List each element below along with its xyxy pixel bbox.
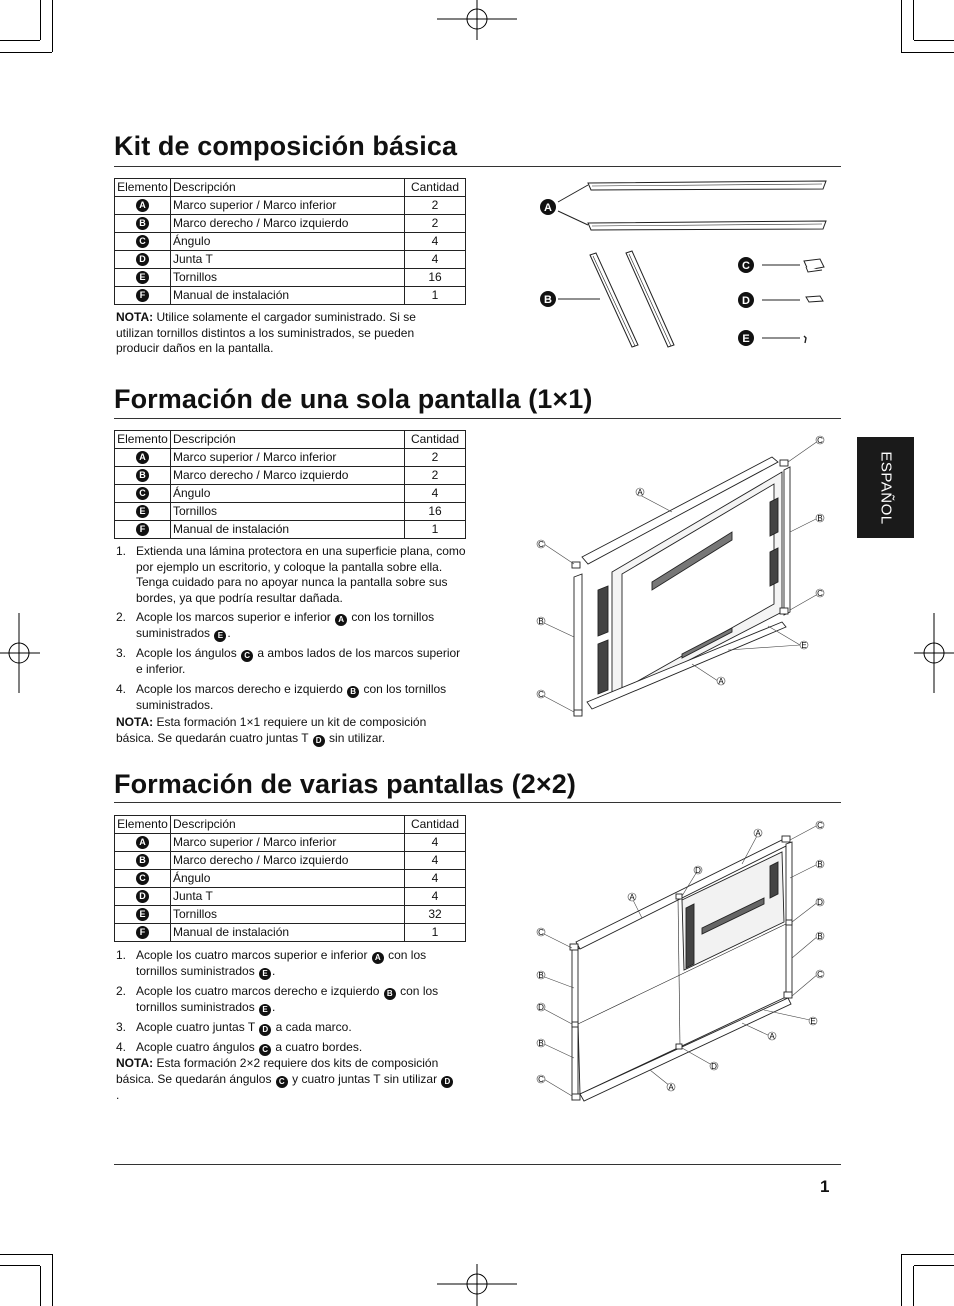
- element-badge: A: [136, 451, 149, 464]
- quantity-cell: 4: [405, 233, 466, 251]
- quantity-cell: 2: [405, 215, 466, 233]
- step-number: 2.: [116, 984, 127, 998]
- note-label: NOTA:: [116, 1056, 154, 1070]
- header-quantity: Cantidad: [405, 431, 466, 449]
- text-run: Acople los marcos superior e inferior: [136, 610, 335, 624]
- step-number: 1.: [116, 948, 127, 962]
- description-cell: Ángulo: [171, 870, 405, 888]
- quantity-cell: 4: [405, 870, 466, 888]
- header-element: Elemento: [115, 431, 171, 449]
- steps-1x1: [116, 544, 466, 717]
- description-cell: Junta T: [171, 251, 405, 269]
- table-row: [115, 251, 466, 269]
- table-row: [115, 215, 466, 233]
- description-cell: Manual de instalación: [171, 287, 405, 305]
- text-run: Esta formación 2×2 requiere dos kits de composición básica. Se quedarán ángulos: [116, 1056, 439, 1086]
- text-run: con los tornillos suministrados.: [136, 681, 447, 712]
- quantity-cell: 1: [405, 924, 466, 942]
- description-cell: Marco derecho / Marco izquierdo: [171, 467, 405, 485]
- page-number: 1: [820, 1177, 830, 1196]
- step-item: [116, 1020, 466, 1036]
- parts-table-kit: [114, 178, 466, 305]
- section-title-1x1: Formación de una sola pantalla (1×1): [114, 384, 593, 414]
- quantity-cell: 16: [405, 503, 466, 521]
- inline-badge: A: [372, 952, 384, 964]
- element-badge: C: [136, 235, 149, 248]
- step-item: [116, 610, 466, 642]
- fig-label: B: [817, 932, 823, 941]
- section-rule: [114, 166, 841, 167]
- fig-label: B: [817, 514, 823, 523]
- element-cell: [115, 197, 171, 215]
- header-description: Descripción: [171, 179, 405, 197]
- text-run: .: [272, 1000, 276, 1014]
- header-quantity: Cantidad: [405, 179, 466, 197]
- step-number: 4.: [116, 681, 127, 696]
- inline-badge: D: [259, 1024, 271, 1036]
- inline-badge: B: [384, 988, 396, 1000]
- steps-2x2: [116, 948, 466, 1060]
- element-cell: [115, 834, 171, 852]
- header-description: Descripción: [171, 431, 405, 449]
- element-cell: [115, 467, 171, 485]
- step-item: [116, 948, 466, 980]
- element-badge: F: [136, 523, 149, 536]
- fig-label: C: [538, 540, 544, 549]
- inline-badge: B: [347, 686, 359, 698]
- fig-label: E: [810, 1017, 816, 1026]
- fig-label: B: [538, 1039, 544, 1048]
- video-wall-figure: [532, 818, 832, 1108]
- step-number: 3.: [116, 646, 127, 660]
- section-rule: [114, 418, 841, 419]
- table-row: [115, 485, 466, 503]
- text-run: con los tornillos suministrados: [136, 610, 435, 640]
- element-cell: [115, 233, 171, 251]
- fig-label: D: [711, 1062, 717, 1071]
- element-badge: B: [136, 217, 149, 230]
- fig-label: E: [801, 641, 807, 650]
- table-row: [115, 924, 466, 942]
- element-cell: [115, 852, 171, 870]
- table-header-row: [115, 179, 466, 197]
- fig-label: C: [538, 1075, 544, 1084]
- table-row: [115, 852, 466, 870]
- quantity-cell: 4: [405, 834, 466, 852]
- element-badge: E: [136, 908, 149, 921]
- fig-label-c: C: [742, 260, 750, 272]
- quantity-cell: 4: [405, 852, 466, 870]
- table-row: [115, 269, 466, 287]
- inline-badge: A: [335, 614, 347, 626]
- description-cell: Marco superior / Marco inferior: [171, 834, 405, 852]
- text-run: sin utilizar.: [325, 730, 386, 745]
- element-cell: [115, 485, 171, 503]
- note-text: Utilice solamente el cargador suministrado. Si se utilizan tornillos distintos a los suministrados, se pueden producir daños en la pantalla.: [116, 310, 416, 355]
- fig-label: A: [668, 1083, 674, 1092]
- header-element: Elemento: [115, 179, 171, 197]
- quantity-cell: 1: [405, 521, 466, 539]
- element-cell: [115, 924, 171, 942]
- table-row: [115, 888, 466, 906]
- text-run: con los tornillos suministrados: [136, 948, 427, 978]
- fig-label: C: [538, 690, 544, 699]
- text-run: y cuatro juntas T sin utilizar: [288, 1071, 441, 1086]
- header-element: Elemento: [115, 816, 171, 834]
- header-quantity: Cantidad: [405, 816, 466, 834]
- fig-label-b: B: [544, 294, 552, 306]
- quantity-cell: 4: [405, 251, 466, 269]
- footer-rule: [114, 1164, 841, 1165]
- quantity-cell: 16: [405, 269, 466, 287]
- note-label: NOTA:: [116, 715, 154, 729]
- step-item: [116, 646, 466, 678]
- fig-label: C: [817, 436, 823, 445]
- header-description: Descripción: [171, 816, 405, 834]
- table-row: [115, 233, 466, 251]
- note-1x1: [116, 715, 456, 747]
- table-header-row: [115, 816, 466, 834]
- step-number: 1.: [116, 544, 127, 558]
- description-cell: Tornillos: [171, 269, 405, 287]
- element-badge: D: [136, 890, 149, 903]
- step-item: [116, 544, 466, 606]
- section-title-2x2: Formación de varias pantallas (2×2): [114, 769, 576, 799]
- table-row: [115, 197, 466, 215]
- table-row: [115, 287, 466, 305]
- quantity-cell: 2: [405, 467, 466, 485]
- fig-label: D: [695, 866, 701, 875]
- table-row: [115, 870, 466, 888]
- description-cell: Marco superior / Marco inferior: [171, 197, 405, 215]
- inline-badge: E: [214, 630, 226, 642]
- element-cell: [115, 503, 171, 521]
- element-badge: B: [136, 854, 149, 867]
- element-badge: A: [136, 836, 149, 849]
- table-row: [115, 467, 466, 485]
- step-number: 3.: [116, 1020, 127, 1034]
- fig-label: D: [538, 1003, 544, 1012]
- inline-badge: D: [441, 1076, 453, 1088]
- quantity-cell: 2: [405, 449, 466, 467]
- fig-label: C: [817, 589, 823, 598]
- fig-label: A: [769, 1032, 775, 1041]
- description-cell: Tornillos: [171, 906, 405, 924]
- parts-table-1x1: [114, 430, 466, 539]
- fig-label: C: [817, 970, 823, 979]
- description-cell: Ángulo: [171, 485, 405, 503]
- text-run: a cuatro bordes.: [272, 1040, 363, 1054]
- fig-label: A: [637, 488, 643, 497]
- element-badge: E: [136, 271, 149, 284]
- table-row: [115, 449, 466, 467]
- note-2x2: [116, 1056, 456, 1103]
- note-kit: [116, 310, 456, 357]
- text-run: Acople los cuatro marcos superior e inferior: [136, 948, 371, 962]
- language-tab: ESPAÑOL: [857, 437, 914, 538]
- fig-label: B: [538, 617, 544, 626]
- inline-badge: E: [259, 968, 271, 980]
- inline-badge: D: [313, 735, 325, 747]
- element-badge: E: [136, 505, 149, 518]
- step-number: 4.: [116, 1040, 127, 1054]
- element-badge: B: [136, 469, 149, 482]
- text-run: Acople los cuatro marcos derecho e izquierdo: [136, 984, 383, 998]
- fig-label: A: [718, 677, 724, 686]
- text-run: Acople los marcos derecho e izquierdo: [136, 681, 347, 696]
- parts-table-2x2: [114, 815, 466, 942]
- step-item: [116, 1040, 466, 1056]
- fig-label: C: [538, 928, 544, 937]
- text-run: con los tornillos suministrados: [136, 984, 439, 1014]
- element-badge: D: [136, 253, 149, 266]
- inline-badge: C: [276, 1076, 288, 1088]
- text-run: Acople los ángulos: [136, 646, 241, 660]
- text-run: a ambos lados de los marcos superior e inferior.: [136, 646, 461, 676]
- quantity-cell: 32: [405, 906, 466, 924]
- section-rule: [114, 802, 841, 803]
- text-run: Acople cuatro ángulos: [136, 1040, 259, 1054]
- fig-label-a: A: [544, 202, 552, 214]
- note-label: NOTA:: [116, 310, 154, 324]
- description-cell: Marco superior / Marco inferior: [171, 449, 405, 467]
- quantity-cell: 1: [405, 287, 466, 305]
- table-row: [115, 503, 466, 521]
- element-cell: [115, 251, 171, 269]
- quantity-cell: 2: [405, 197, 466, 215]
- element-cell: [115, 521, 171, 539]
- element-badge: C: [136, 487, 149, 500]
- single-display-figure: [532, 432, 832, 722]
- description-cell: Marco derecho / Marco izquierdo: [171, 852, 405, 870]
- element-badge: C: [136, 872, 149, 885]
- element-cell: [115, 888, 171, 906]
- element-cell: [115, 287, 171, 305]
- fig-label: D: [817, 898, 823, 907]
- text-run: .: [116, 1087, 120, 1102]
- inline-badge: C: [259, 1044, 271, 1056]
- quantity-cell: 4: [405, 485, 466, 503]
- step-item: [116, 984, 466, 1016]
- description-cell: Junta T: [171, 888, 405, 906]
- description-cell: Ángulo: [171, 233, 405, 251]
- kit-parts-figure: [530, 175, 840, 355]
- inline-badge: C: [241, 650, 253, 662]
- element-badge: A: [136, 199, 149, 212]
- element-cell: [115, 870, 171, 888]
- description-cell: Tornillos: [171, 503, 405, 521]
- text-run: .: [272, 964, 276, 978]
- table-row: [115, 834, 466, 852]
- description-cell: Manual de instalación: [171, 924, 405, 942]
- fig-label-e: E: [742, 333, 750, 345]
- section-title-kit: Kit de composición básica: [114, 131, 458, 161]
- table-row: [115, 521, 466, 539]
- fig-label-d: D: [742, 295, 750, 307]
- element-cell: [115, 269, 171, 287]
- element-cell: [115, 215, 171, 233]
- fig-label: C: [817, 821, 823, 830]
- inline-badge: E: [259, 1004, 271, 1016]
- fig-label: B: [817, 860, 823, 869]
- fig-label: B: [538, 971, 544, 980]
- description-cell: Manual de instalación: [171, 521, 405, 539]
- text-run: Extienda una lámina protectora en una superficie plana, como por ejemplo un escritorio, y coloque la pantalla sobre ella. Tenga cuidado para no apoyar nunca la pantalla sobre sus bordes, ya que podría resultar dañada.: [136, 544, 466, 605]
- element-badge: F: [136, 289, 149, 302]
- text-run: .: [227, 626, 231, 640]
- text-run: Acople cuatro juntas T: [136, 1020, 259, 1034]
- quantity-cell: 4: [405, 888, 466, 906]
- fig-label: A: [755, 829, 761, 838]
- text-run: Esta formación 1×1 requiere un kit de composición básica. Se quedarán cuatro juntas T: [116, 715, 427, 745]
- text-run: a cada marco.: [272, 1020, 352, 1034]
- table-row: [115, 906, 466, 924]
- element-badge: F: [136, 926, 149, 939]
- fig-label: A: [629, 893, 635, 902]
- step-item: [116, 682, 466, 714]
- element-cell: [115, 906, 171, 924]
- table-header-row: [115, 431, 466, 449]
- description-cell: Marco derecho / Marco izquierdo: [171, 215, 405, 233]
- element-cell: [115, 449, 171, 467]
- step-number: 2.: [116, 610, 127, 624]
